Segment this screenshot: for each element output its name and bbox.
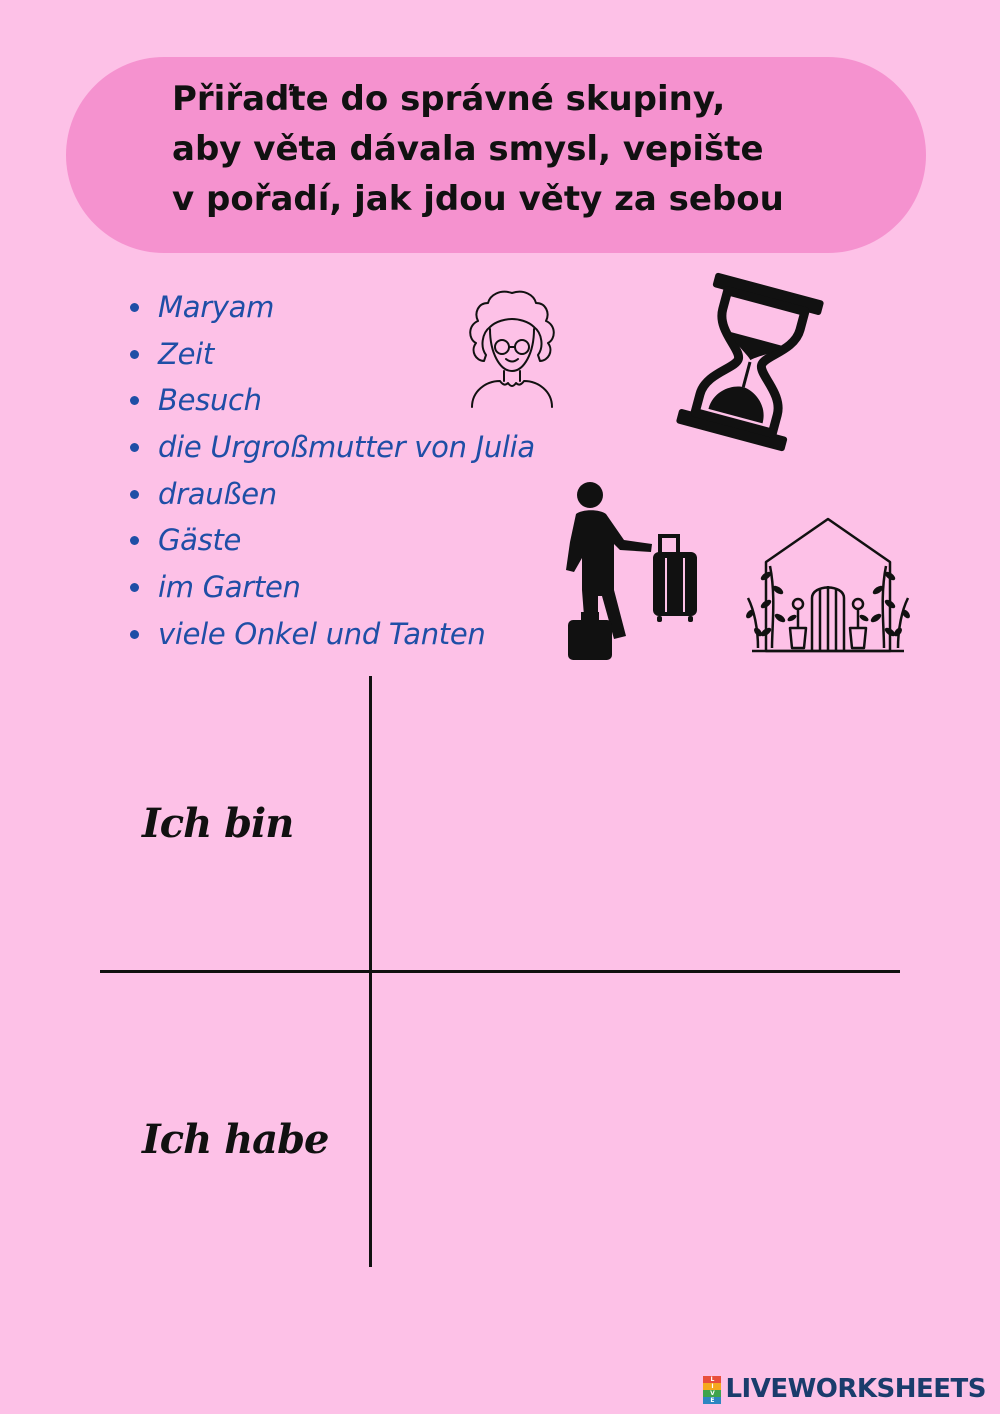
list-item[interactable]: Besuch	[128, 377, 535, 424]
list-item[interactable]: Zeit	[128, 331, 535, 378]
traveler-icon	[562, 478, 712, 664]
list-item[interactable]: Maryam	[128, 284, 535, 331]
list-item[interactable]: draußen	[128, 471, 535, 518]
instruction-line-3: v pořadí, jak jdou věty za sebou	[172, 179, 784, 219]
liveworksheets-logo	[703, 1374, 986, 1404]
instruction-text	[172, 74, 892, 224]
list-item[interactable]: die Urgroßmutter von Julia	[128, 424, 535, 471]
drop-zone-ich-habe[interactable]	[376, 978, 896, 1264]
liveworksheets-badge-icon: L I V E	[703, 1376, 721, 1402]
group-label-ich-habe: Ich habe	[142, 1116, 329, 1163]
instruction-line-1: Přiřaďte do správné skupiny,	[172, 79, 726, 119]
group-label-ich-bin: Ich bin	[142, 800, 294, 847]
table-horizontal-divider	[100, 970, 900, 973]
liveworksheets-brand: LIVEWORKSHEETS	[725, 1374, 986, 1404]
instruction-line-2: aby věta dávala smysl, vepište	[172, 129, 764, 169]
drop-zone-ich-bin[interactable]	[376, 680, 896, 966]
hourglass-icon	[668, 268, 832, 456]
greenhouse-icon	[742, 516, 916, 656]
list-item[interactable]: im Garten	[128, 564, 535, 611]
list-item[interactable]: Gäste	[128, 517, 535, 564]
grandmother-icon	[456, 287, 568, 411]
list-item[interactable]: viele Onkel und Tanten	[128, 611, 535, 658]
